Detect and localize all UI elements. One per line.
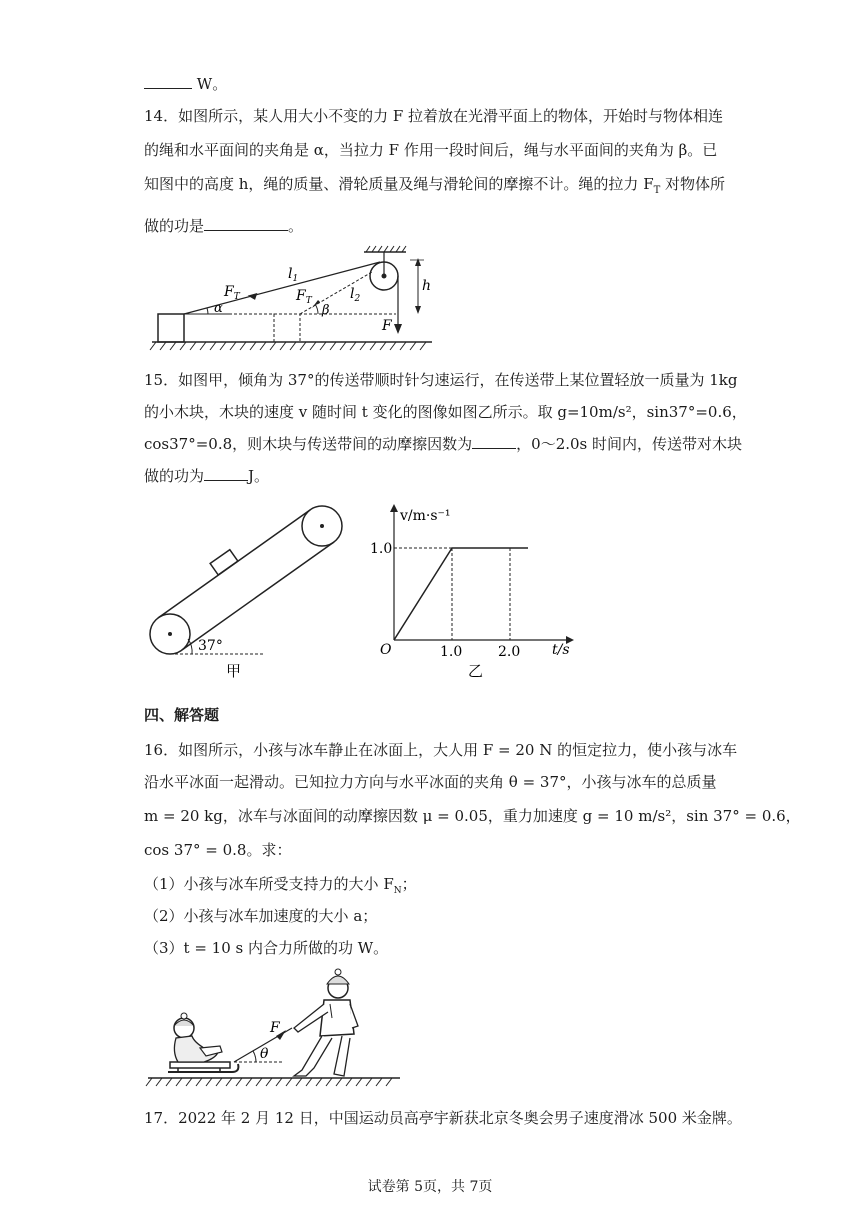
y-axis-arrow <box>390 504 398 512</box>
q15-line-2: 的小木块，木块的速度 v 随时间 t 变化的图像如图乙所示。取 g=10m/s²，sin37°=0.6， <box>144 403 747 421</box>
label-alpha: α <box>214 301 223 316</box>
q14-line-2: 的绳和水平面间的夹角是 α，当拉力 F 作用一段时间后，绳与水平面间的夹角为 β。已 <box>144 141 718 159</box>
label-l2: $l_2$ <box>350 286 361 304</box>
q16-line-4: cos 37° = 0.8。求： <box>144 841 292 859</box>
origin-label: O <box>380 642 392 658</box>
page-footer: 试卷第 5页，共 7页 <box>367 1179 493 1195</box>
q16-sub-3: （3）t = 10 s 内合力所做的功 W。 <box>144 939 389 957</box>
label-l1: $l_1$ <box>288 266 299 284</box>
label-h: h <box>422 278 432 294</box>
caption-jia: 甲 <box>226 662 242 680</box>
q14-pulley-figure <box>150 244 440 356</box>
q15-line-3: cos37°=0.8，则木块与传送带间的动摩擦因数为 ，0～2.0s 时间内，传送带对木块 <box>144 435 743 453</box>
y-axis-label: v/m·s⁻¹ <box>400 508 451 524</box>
label-FT2: $F_T$ <box>296 288 312 306</box>
q16-sub-2: （2）小孩与冰车加速度的大小 a； <box>144 907 378 925</box>
x-axis-label: t/s <box>552 642 570 658</box>
q14-line-3: 知图中的高度 h，绳的质量、滑轮质量及绳与滑轮间的摩擦不计。绳的拉力 $F_T$ 对物体所 <box>144 175 726 196</box>
label-FT: $F_T$ <box>224 284 240 302</box>
q14-line-4: 做的功是 。 <box>144 217 304 235</box>
label-beta: β <box>322 303 330 318</box>
answer-blank <box>144 74 192 89</box>
x-tick-label: 1.0 <box>440 644 463 660</box>
caption-yi: 乙 <box>468 662 484 680</box>
theta-label: θ <box>260 1046 269 1062</box>
q13-tail-line: W。 <box>144 74 227 94</box>
q16-sub-1: （1）小孩与冰车所受支持力的大小 $F_N$； <box>144 875 417 896</box>
q15-line-4: 做的功为 J。 <box>144 467 270 485</box>
conveyor-belt-figure <box>146 500 356 680</box>
q16-line-1: 16．如图所示，小孩与冰车静止在冰面上，大人用 F = 20 N 的恒定拉力，使小孩与冰车 <box>144 741 738 759</box>
sled-figure <box>144 966 404 1088</box>
q15-line-1: 15．如图甲，倾角为 37°的传送带顺时针匀速运行，在传送带上某位置轻放一质量为 1kg <box>144 371 738 389</box>
q17-line-1: 17．2022 年 2 月 12 日，中国运动员高亭宇新获北京冬奥会男子速度滑冰 500 米金牌。 <box>144 1109 742 1127</box>
answer-blank <box>204 466 248 481</box>
q16-line-2: 沿水平冰面一起滑动。已知拉力方向与水平冰面的夹角 θ = 37°，小孩与冰车的总质量 <box>144 773 717 791</box>
section-title: 四、解答题 <box>144 706 220 724</box>
label-F: F <box>382 318 392 334</box>
answer-blank <box>204 216 288 231</box>
y-tick-label: 1.0 <box>370 541 393 557</box>
q14-line-1: 14．如图所示，某人用大小不变的力 F 拉着放在光滑平面上的物体，开始时与物体相连 <box>144 107 724 125</box>
angle-label: 37° <box>198 638 223 654</box>
answer-blank <box>472 434 516 449</box>
vt-chart <box>370 500 584 680</box>
q16-line-3: m = 20 kg，冰车与冰面间的动摩擦因数 μ = 0.05，重力加速度 g = 10 m/s²，sin 37° = 0.6， <box>144 807 801 825</box>
x-tick-label: 2.0 <box>498 644 521 660</box>
velocity-line <box>394 548 528 640</box>
force-label: F <box>270 1020 280 1036</box>
